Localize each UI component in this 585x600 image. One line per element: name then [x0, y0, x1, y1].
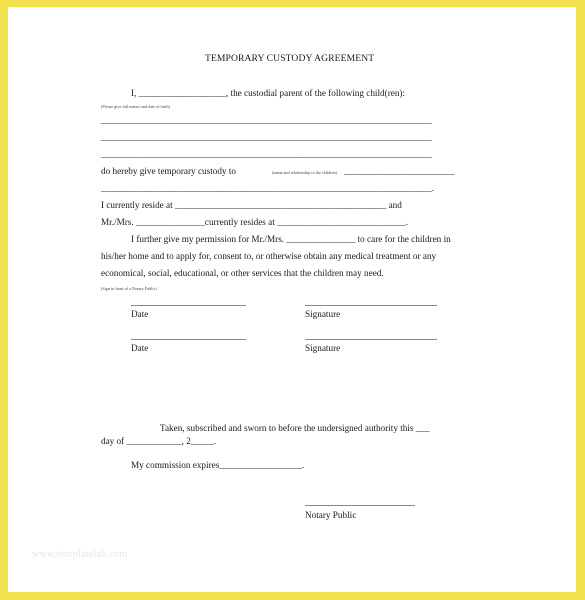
permission-line-3: economical, social, educational, or other services that the children may need. [101, 268, 384, 278]
custodian-residence-line: Mr./Mrs. _______________currently resides at ____________________________. [101, 217, 408, 227]
document-title: TEMPORARY CUSTODY AGREEMENT [205, 53, 375, 64]
signature-label-2: Signature [305, 343, 341, 353]
custodian-relationship-note: (name and relationship to the children) [272, 170, 338, 175]
sworn-statement-line: Taken, subscribed and sworn to before the undersigned authority this ___ [160, 423, 430, 433]
commission-expiry-line: My commission expires__________________. [131, 460, 305, 470]
temporary-custody-prefix: do hereby give temporary custody to [101, 166, 236, 176]
signature-line-1 [305, 305, 437, 306]
date-line-2 [131, 339, 246, 340]
parent-name-line: I, ___________________, the custodial parent of the following child(ren): [131, 88, 406, 98]
document-page [8, 7, 576, 592]
signature-line-2 [305, 339, 437, 340]
permission-line-1: I further give my permission for Mr./Mrs. _______________ to care for the children in [131, 234, 451, 244]
children-blank-line-3: ________________________________________________________________________ [101, 149, 432, 159]
children-blank-line-2: ________________________________________________________________________ [101, 132, 432, 142]
residence-line: I currently reside at ______________________________________________ and [101, 200, 402, 210]
sworn-date-line: day of ____________, 2_____. [101, 436, 217, 446]
notary-instruction-note: (Sign in front of a Notary Public) [101, 286, 157, 291]
watermark: www.templatelab.com [32, 549, 128, 560]
signature-label-1: Signature [305, 309, 341, 319]
notary-signature-line [305, 505, 415, 506]
permission-line-2: his/her home and to apply for, consent to, or otherwise obtain any medical treatment or any [101, 251, 437, 261]
custodian-blank-line: ________________________________________________________________________. [101, 183, 435, 193]
date-line-1 [131, 305, 246, 306]
notary-public-label: Notary Public [305, 510, 357, 520]
children-blank-line-1: ________________________________________________________________________ [101, 115, 432, 125]
date-label-2: Date [131, 343, 149, 353]
date-label-1: Date [131, 309, 149, 319]
children-instruction-note: (Please give full names and date of birth) [101, 104, 170, 109]
custodian-blank: ________________________ [344, 166, 455, 176]
